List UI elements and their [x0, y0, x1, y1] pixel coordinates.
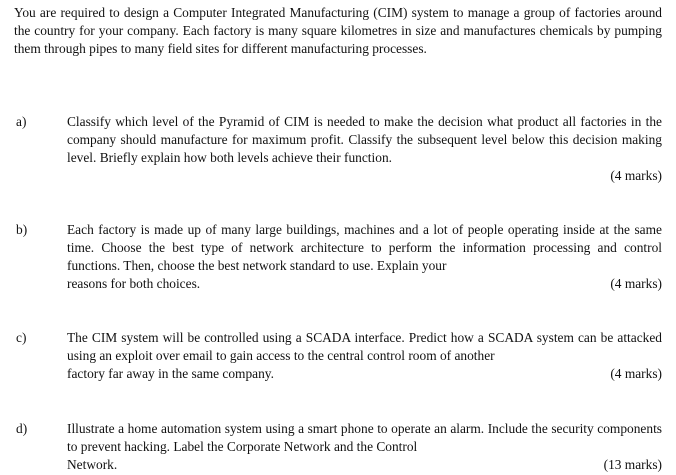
question-text: Each factory is made up of many large buildings, machines and a lot of people operating inside at the same time. Choose the best type of network architecture to perform the information processing and control functions. Then, choose the best network standard to use. Explain your [67, 222, 662, 273]
question-marks: (4 marks) [610, 366, 662, 381]
question-text: Illustrate a home automation system using a smart phone to operate an alarm. Include the security components to prevent hacking. Label the Corporate Network and the Control [67, 421, 662, 454]
question-marks: (4 marks) [610, 276, 662, 291]
question-body [67, 420, 662, 474]
question-body [67, 221, 662, 293]
question-label: a) [16, 114, 27, 129]
question-last-line [67, 456, 662, 474]
question-body [67, 329, 662, 383]
intro-paragraph: You are required to design a Computer Integrated Manufacturing (CIM) system to manage a group of factories around the country for your company. Each factory is many square kilometres in size and manufactures chemicals by pumping them through pipes to many field sites for different manufacturing processes. [14, 5, 662, 56]
question-text-end: Network. [67, 457, 118, 472]
question-label: c) [16, 330, 27, 345]
question-text-end: factory far away in the same company. [67, 366, 274, 381]
question-label: d) [16, 421, 28, 436]
question-marks: (4 marks) [610, 168, 662, 183]
question-last-line [67, 365, 662, 383]
question-text-end: reasons for both choices. [67, 276, 201, 291]
question-body [67, 113, 662, 185]
question-label: b) [16, 222, 28, 237]
question-marks: (13 marks) [603, 457, 662, 472]
question-text: Classify which level of the Pyramid of CIM is needed to make the decision what product all factories in the company should manufacture for maximum profit. Classify the subsequent level below this decision making level. Briefly explain how both levels achieve their function. [67, 114, 662, 165]
question-text: The CIM system will be controlled using a SCADA interface. Predict how a SCADA system can be attacked using an exploit over email to gain access to the central control room of another [67, 330, 662, 363]
question-last-line [67, 275, 662, 293]
